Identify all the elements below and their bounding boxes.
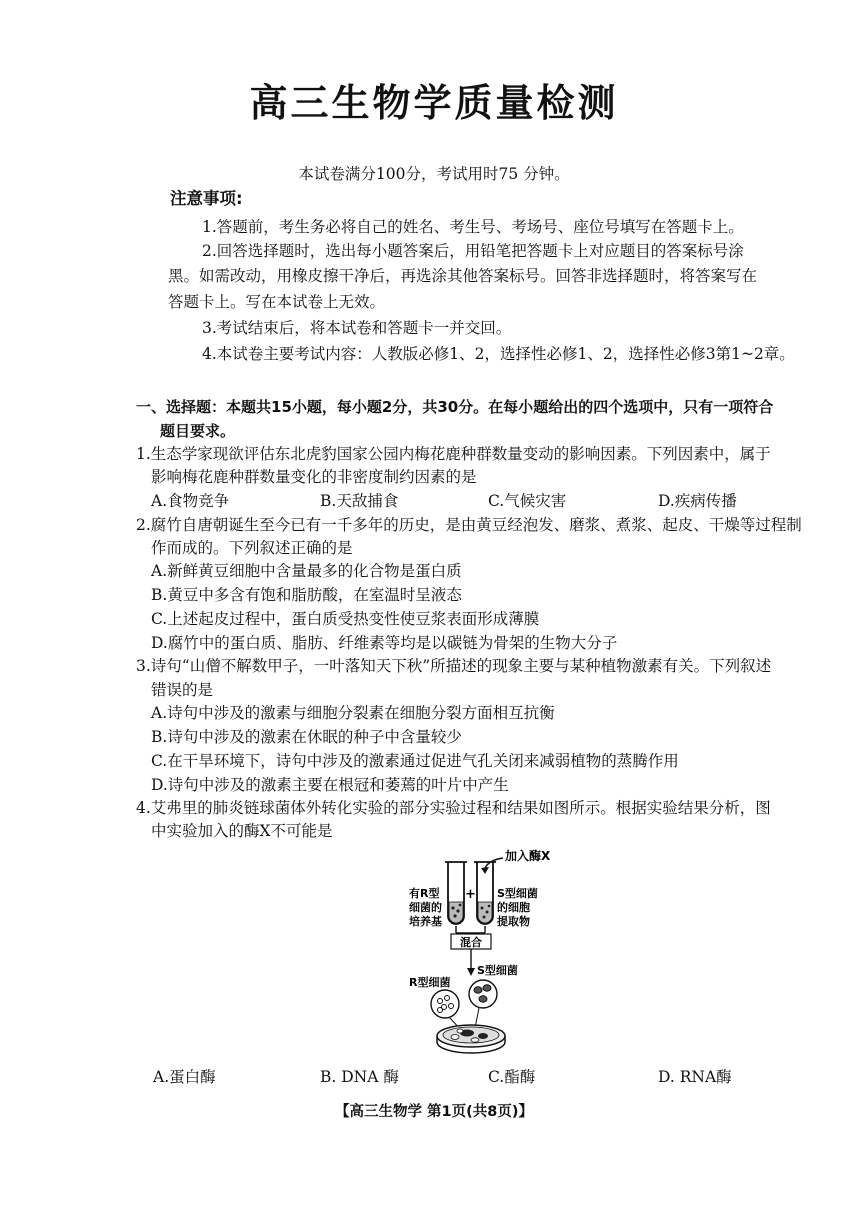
page-footer: 【高三生物学 第1页(共8页)】: [335, 1104, 533, 1120]
q3-option-c: C.在干旱环境下，诗句中涉及的激素通过促进气孔关闭来减弱植物的蒸腾作用: [151, 752, 679, 770]
q3-option-a: A.诗句中涉及的激素与细胞分裂素在细胞分裂方面相互抗衡: [151, 704, 555, 722]
section-heading-cont: 题目要求。: [160, 422, 236, 440]
exam-info: 本试卷满分100分，考试用时75 分钟。: [298, 165, 570, 183]
right-tube-label-2: 的细胞: [497, 901, 530, 914]
left-test-tube: [445, 862, 467, 924]
q3-option-b: B.诗句中涉及的激素在休眠的种子中含量较少: [151, 728, 462, 746]
q1-option-a: A.食物竞争: [151, 492, 230, 510]
q2-option-c: C.上述起皮过程中，蛋白质受热变性使豆浆表面形成薄膜: [151, 610, 540, 628]
transformation-experiment-figure: [385, 840, 575, 1060]
left-tube-label-3: 培养基: [409, 915, 442, 928]
right-tube-label-1: S型细菌: [497, 887, 538, 900]
r-bacteria-magnified-icon: [431, 990, 461, 1030]
q2-option-a: A.新鲜黄豆细胞中含量最多的化合物是蛋白质: [151, 562, 462, 580]
q3-stem-cont: 错误的是: [151, 681, 214, 699]
add-enzyme-arrow: [481, 858, 503, 874]
mix-label: 混合: [460, 936, 482, 949]
q1-option-b: B.天敌捕食: [320, 492, 399, 510]
q4-option-c: C.酯酶: [488, 1068, 536, 1086]
q4-option-a: A.蛋白酶: [153, 1068, 216, 1086]
page-title: 高三生物学质量检测: [249, 81, 619, 125]
q1-option-c: C.气候灾害: [488, 492, 567, 510]
right-tube-label-3: 提取物: [497, 915, 530, 928]
q3-option-d: D.诗句中涉及的激素主要在根冠和萎蔫的叶片中产生: [151, 776, 509, 794]
q4-option-b: B. DNA 酶: [320, 1068, 399, 1086]
section-heading: 一、选择题：本题共15小题，每小题2分，共30分。在每小题给出的四个选项中，只有一项符合: [136, 398, 774, 416]
left-tube-label-2: 细菌的: [409, 901, 442, 914]
s-bacteria-magnified-icon: [469, 980, 497, 1028]
left-tube-label-1: 有R型: [409, 887, 440, 900]
q2-option-d: D.腐竹中的蛋白质、脂肪、纤维素等均是以碳链为骨架的生物大分子: [151, 634, 618, 652]
note-line-3: 黑。如需改动，用橡皮擦干净后，再选涂其他答案标号。回答非选择题时，将答案写在: [168, 267, 758, 285]
q1-stem-cont: 影响梅花鹿种群数量变化的非密度制约因素的是: [151, 468, 477, 486]
r-type-label: R型细菌: [409, 976, 451, 989]
q4-stem: 4.艾弗里的肺炎链球菌体外转化实验的部分实验过程和结果如图所示。根据实验结果分析，图: [136, 799, 771, 817]
down-arrow: [467, 949, 475, 976]
q3-stem: 3.诗句“山僧不解数甲子，一叶落知天下秋”所描述的现象主要与某种植物激素有关。下列叙述: [136, 657, 772, 675]
note-line-2: 2.回答选择题时，选出每小题答案后，用铅笔把答题卡上对应题目的答案标号涂: [202, 242, 744, 260]
s-type-label: S型细菌: [477, 964, 518, 977]
note-line-4: 答题卡上。写在本试卷上无效。: [168, 293, 386, 311]
plus-sign: +: [465, 887, 476, 902]
q2-stem: 2.腐竹自唐朝诞生至今已有一千多年的历史，是由黄豆经泡发、磨浆、煮浆、起皮、干燥等过程制: [136, 516, 802, 534]
notes-heading: 注意事项:: [170, 189, 243, 208]
q2-option-b: B.黄豆中多含有饱和脂肪酸，在室温时呈液态: [151, 586, 462, 604]
add-enzyme-label: 加入酶X: [505, 849, 551, 863]
note-line-6: 4.本试卷主要考试内容：人教版必修1、2，选择性必修1、2，选择性必修3第1~2章。: [202, 345, 795, 363]
note-line-5: 3.考试结束后，将本试卷和答题卡一并交回。: [202, 319, 512, 337]
q2-stem-cont: 作而成的。下列叙述正确的是: [151, 539, 353, 557]
q4-option-d: D. RNA酶: [658, 1068, 732, 1086]
q1-stem: 1.生态学家现欲评估东北虎豹国家公园内梅花鹿种群数量变动的影响因素。下列因素中，属于: [136, 445, 771, 463]
note-line-1: 1.答题前，考生务必将自己的姓名、考生号、考场号、座位号填写在答题卡上。: [202, 218, 744, 236]
petri-dish-icon: [437, 1025, 505, 1053]
q1-option-d: D.疾病传播: [658, 492, 737, 510]
q4-stem-cont: 中实验加入的酶X不可能是: [151, 822, 333, 840]
